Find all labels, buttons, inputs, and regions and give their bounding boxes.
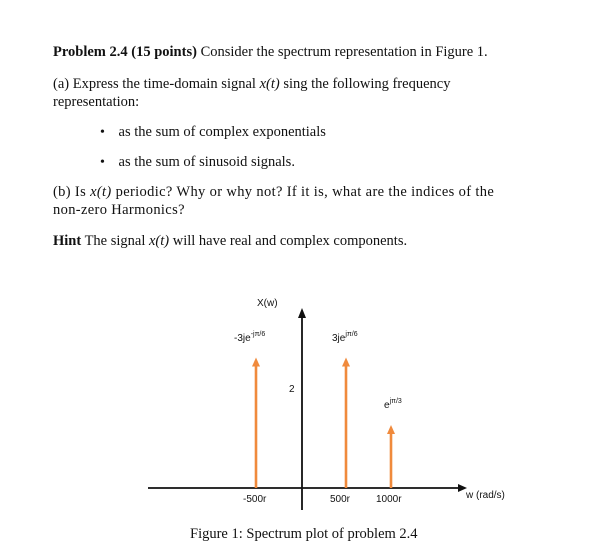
bullet-text-1: as the sum of complex exponentials <box>118 124 326 140</box>
impulse-label-dc: 2 <box>289 384 295 395</box>
problem-number: Problem 2.4 (15 points) <box>53 44 197 60</box>
x-tick-pos1000: 1000r <box>376 494 402 505</box>
part-a-signal: x(t) <box>259 76 280 92</box>
impulse-pos500-arrow-icon <box>342 358 350 367</box>
part-b-line-2: non-zero Harmonics? <box>53 202 185 218</box>
bullet-dot-icon: • <box>100 125 105 140</box>
impulse-label-pos1000: $e^{j\pi/3}$ <box>384 398 402 411</box>
part-b-pre: (b) Is <box>53 184 91 200</box>
hint-label: Hint <box>53 233 82 249</box>
bullet-text-2: as the sum of sinusoid signals. <box>118 154 295 170</box>
part-a-post: sing the following frequency <box>279 76 451 92</box>
bullet-dot-icon: • <box>100 155 105 170</box>
problem-intro: Consider the spectrum representation in Figure 1. <box>200 44 488 60</box>
hint-signal: x(t) <box>149 233 170 249</box>
magnitude-axis-arrow-icon <box>298 308 306 318</box>
hint-post: will have real and complex components. <box>169 233 408 249</box>
impulse-pos1000-arrow-icon <box>387 425 395 434</box>
part-b-post: periodic? Why or why not? If it is, what are the indices of the <box>111 184 495 200</box>
part-a-line-2: representation: <box>53 94 140 110</box>
impulse-label-neg500: $-3je^{-j\pi/6}$ <box>234 331 266 344</box>
x-tick-neg500: -500r <box>243 494 267 505</box>
x-axis-unit-label: w (rad/s) <box>466 490 505 501</box>
hint-pre: The signal <box>81 233 149 249</box>
part-b-signal: x(t) <box>90 184 112 200</box>
part-a-pre: (a) Express the time-domain signal <box>53 76 260 92</box>
x-tick-pos500: 500r <box>330 494 351 505</box>
impulse-neg500-arrow-icon <box>252 358 260 367</box>
figure-caption: Figure 1: Spectrum plot of problem 2.4 <box>190 526 418 542</box>
y-axis-label: X(w) <box>257 298 278 309</box>
impulse-label-pos500: $3je^{j\pi/6}$ <box>332 331 358 344</box>
